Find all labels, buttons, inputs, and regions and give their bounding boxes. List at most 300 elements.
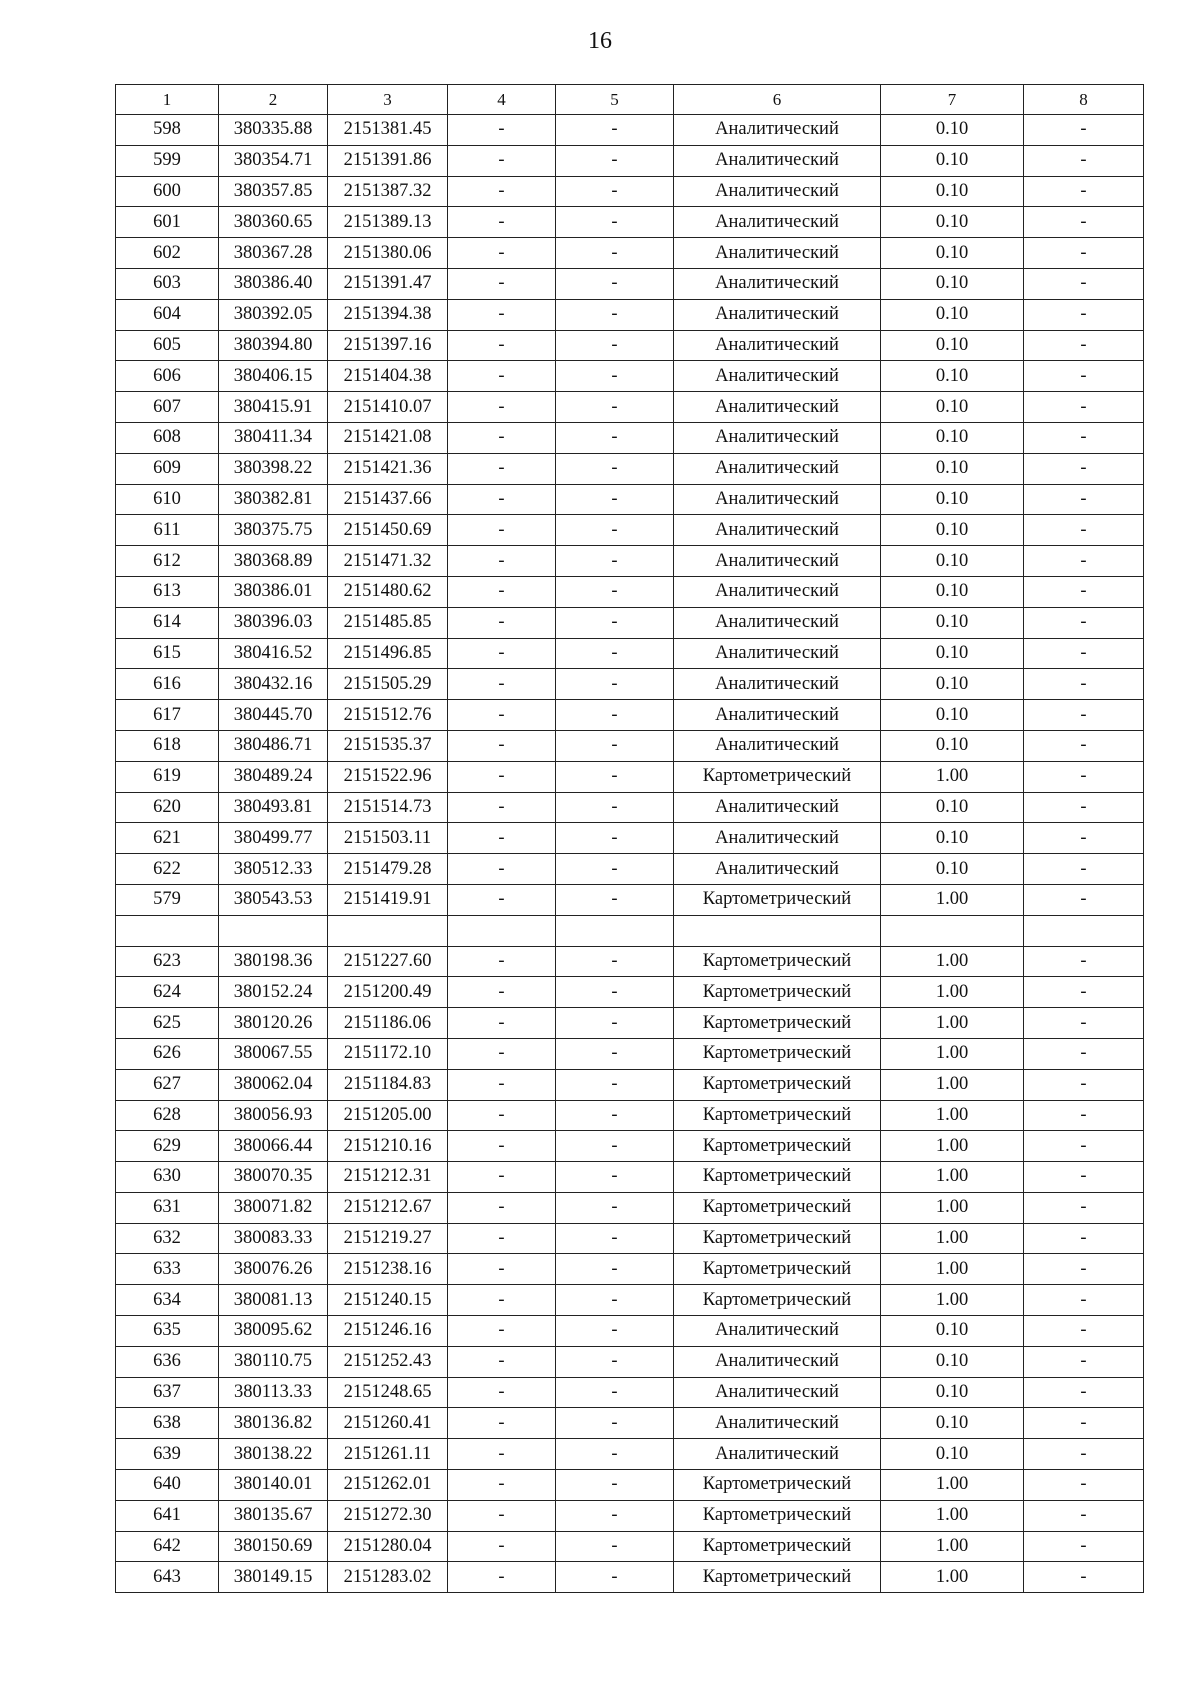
table-cell: 629 — [116, 1131, 219, 1162]
table-cell: - — [448, 392, 556, 423]
table-cell: 380067.55 — [219, 1038, 328, 1069]
table-cell: Аналитический — [674, 268, 881, 299]
table-cell: - — [556, 669, 674, 700]
table-cell: 2151261.11 — [328, 1439, 448, 1470]
table-cell: - — [448, 115, 556, 146]
table-row — [116, 546, 1144, 577]
column-header: 8 — [1024, 85, 1144, 115]
table-row — [116, 638, 1144, 669]
table-cell: 639 — [116, 1439, 219, 1470]
table-cell: Картометрический — [674, 761, 881, 792]
table-row — [116, 1285, 1144, 1316]
table-cell: - — [448, 484, 556, 515]
table-cell: 612 — [116, 546, 219, 577]
table-cell: 2151479.28 — [328, 854, 448, 885]
table-cell: - — [1024, 1562, 1144, 1593]
table-body — [116, 115, 1144, 1593]
table-cell: - — [1024, 515, 1144, 546]
table-cell: - — [1024, 268, 1144, 299]
table-cell: 1.00 — [881, 1192, 1024, 1223]
table-cell: - — [556, 977, 674, 1008]
table-cell: - — [556, 854, 674, 885]
table-cell: 380392.05 — [219, 299, 328, 330]
table-cell: 579 — [116, 884, 219, 915]
table-cell: - — [448, 1531, 556, 1562]
table-cell: Картометрический — [674, 946, 881, 977]
table-cell: 380406.15 — [219, 361, 328, 392]
table-cell: 1.00 — [881, 1100, 1024, 1131]
table-cell: Аналитический — [674, 1346, 881, 1377]
table-cell: - — [1024, 1408, 1144, 1439]
table-row — [116, 700, 1144, 731]
table-cell: 2151389.13 — [328, 207, 448, 238]
table-cell: - — [1024, 1254, 1144, 1285]
table-cell: Аналитический — [674, 1439, 881, 1470]
table-cell: - — [448, 546, 556, 577]
table-cell: - — [1024, 453, 1144, 484]
table-row — [116, 1500, 1144, 1531]
table-cell: 1.00 — [881, 884, 1024, 915]
table-cell: 380398.22 — [219, 453, 328, 484]
table-cell: 380367.28 — [219, 238, 328, 269]
table-cell: Картометрический — [674, 1500, 881, 1531]
table-cell: 1.00 — [881, 1285, 1024, 1316]
table-cell: - — [1024, 299, 1144, 330]
table-cell: 380432.16 — [219, 669, 328, 700]
table-cell: Картометрический — [674, 884, 881, 915]
table-cell: 0.10 — [881, 669, 1024, 700]
table-cell: - — [556, 299, 674, 330]
table-cell: 631 — [116, 1192, 219, 1223]
table-cell: - — [448, 823, 556, 854]
table-cell: 621 — [116, 823, 219, 854]
table-cell: 608 — [116, 422, 219, 453]
table-cell: 1.00 — [881, 1069, 1024, 1100]
table-row — [116, 1162, 1144, 1193]
table-cell: Картометрический — [674, 1162, 881, 1193]
table-cell: - — [1024, 1316, 1144, 1347]
table-cell: - — [1024, 1192, 1144, 1223]
table-cell: 600 — [116, 176, 219, 207]
table-cell: - — [448, 1131, 556, 1162]
table-row — [116, 1531, 1144, 1562]
table-cell: Аналитический — [674, 607, 881, 638]
table-row — [116, 1038, 1144, 1069]
table-cell: 380445.70 — [219, 700, 328, 731]
table-row — [116, 1254, 1144, 1285]
table-row — [116, 576, 1144, 607]
table-cell: - — [1024, 392, 1144, 423]
table-cell: 601 — [116, 207, 219, 238]
table-cell: 599 — [116, 145, 219, 176]
table-cell: 1.00 — [881, 761, 1024, 792]
table-cell: 0.10 — [881, 607, 1024, 638]
table-cell: 380368.89 — [219, 546, 328, 577]
table-cell: 605 — [116, 330, 219, 361]
table-cell: 380416.52 — [219, 638, 328, 669]
table-cell: 2151535.37 — [328, 730, 448, 761]
table-cell: - — [448, 1346, 556, 1377]
table-cell: 380198.36 — [219, 946, 328, 977]
table-cell: Аналитический — [674, 330, 881, 361]
table-cell: 380110.75 — [219, 1346, 328, 1377]
table-cell: - — [1024, 854, 1144, 885]
table-cell: 2151227.60 — [328, 946, 448, 977]
table-cell: - — [1024, 1346, 1144, 1377]
table-cell: 380411.34 — [219, 422, 328, 453]
table-cell: - — [1024, 1038, 1144, 1069]
table-cell: - — [448, 422, 556, 453]
table-cell: 2151391.86 — [328, 145, 448, 176]
table-row — [116, 884, 1144, 915]
table-cell: 630 — [116, 1162, 219, 1193]
table-cell: 0.10 — [881, 115, 1024, 146]
table-cell: 2151283.02 — [328, 1562, 448, 1593]
table-cell: 2151419.91 — [328, 884, 448, 915]
table-cell: - — [556, 1316, 674, 1347]
table-row — [116, 1562, 1144, 1593]
table-row — [116, 238, 1144, 269]
table-row — [116, 176, 1144, 207]
table-cell: 2151238.16 — [328, 1254, 448, 1285]
table-cell: - — [1024, 730, 1144, 761]
table-cell: 620 — [116, 792, 219, 823]
table-cell: 1.00 — [881, 1531, 1024, 1562]
table-cell: 604 — [116, 299, 219, 330]
table-cell: - — [556, 1562, 674, 1593]
table-row — [116, 145, 1144, 176]
table-cell: - — [448, 238, 556, 269]
table-row — [116, 330, 1144, 361]
table-cell: 2151522.96 — [328, 761, 448, 792]
table-cell: Картометрический — [674, 1131, 881, 1162]
table-cell: 1.00 — [881, 1008, 1024, 1039]
table-cell: 606 — [116, 361, 219, 392]
table-cell: - — [1024, 977, 1144, 1008]
table-cell: 380138.22 — [219, 1439, 328, 1470]
table-cell: 0.10 — [881, 268, 1024, 299]
table-row — [116, 361, 1144, 392]
table-cell: 1.00 — [881, 1254, 1024, 1285]
table-cell: 2151186.06 — [328, 1008, 448, 1039]
table-cell: - — [1024, 946, 1144, 977]
table-cell: - — [448, 145, 556, 176]
table-cell: 0.10 — [881, 1316, 1024, 1347]
table-cell: 2151512.76 — [328, 700, 448, 731]
table-cell: 0.10 — [881, 299, 1024, 330]
table-cell: Аналитический — [674, 1377, 881, 1408]
table-cell: Картометрический — [674, 1008, 881, 1039]
table-cell: - — [1024, 1100, 1144, 1131]
table-cell: - — [448, 453, 556, 484]
table-cell: - — [448, 884, 556, 915]
table-cell: 2151437.66 — [328, 484, 448, 515]
table-cell: 380386.01 — [219, 576, 328, 607]
table-cell: 2151394.38 — [328, 299, 448, 330]
table-cell: - — [448, 1470, 556, 1501]
table-cell: - — [556, 207, 674, 238]
table-cell: Аналитический — [674, 700, 881, 731]
table-cell: 2151496.85 — [328, 638, 448, 669]
table-cell: - — [1024, 1285, 1144, 1316]
table-cell: - — [556, 1531, 674, 1562]
table-row — [116, 792, 1144, 823]
table-cell: 380066.44 — [219, 1131, 328, 1162]
table-cell: 380499.77 — [219, 823, 328, 854]
table-cell: - — [1024, 1223, 1144, 1254]
table-cell — [219, 915, 328, 946]
table-cell: 0.10 — [881, 546, 1024, 577]
table-cell: 2151421.08 — [328, 422, 448, 453]
table-cell: 619 — [116, 761, 219, 792]
table-cell: 0.10 — [881, 1377, 1024, 1408]
table-cell: - — [1024, 207, 1144, 238]
table-cell: - — [556, 1008, 674, 1039]
table-cell: 2151380.06 — [328, 238, 448, 269]
table-cell: 0.10 — [881, 1346, 1024, 1377]
table-row — [116, 392, 1144, 423]
table-cell: - — [1024, 1162, 1144, 1193]
table-row — [116, 946, 1144, 977]
table-cell: 637 — [116, 1377, 219, 1408]
table-cell: 1.00 — [881, 946, 1024, 977]
table-cell: 623 — [116, 946, 219, 977]
table-row — [116, 1192, 1144, 1223]
table-cell: 638 — [116, 1408, 219, 1439]
table-cell: 2151280.04 — [328, 1531, 448, 1562]
table-cell: 615 — [116, 638, 219, 669]
table-cell: 1.00 — [881, 1500, 1024, 1531]
table-cell: 380113.33 — [219, 1377, 328, 1408]
table-cell: - — [556, 1439, 674, 1470]
table-cell: 2151450.69 — [328, 515, 448, 546]
table-cell: 0.10 — [881, 792, 1024, 823]
table-row — [116, 453, 1144, 484]
table-cell: Картометрический — [674, 1285, 881, 1316]
table-cell: 380062.04 — [219, 1069, 328, 1100]
table-cell: 380071.82 — [219, 1192, 328, 1223]
table-cell: 613 — [116, 576, 219, 607]
table-cell: 380394.80 — [219, 330, 328, 361]
table-cell: - — [1024, 1008, 1144, 1039]
table-cell — [556, 915, 674, 946]
table-cell: - — [556, 176, 674, 207]
table-cell: 380135.67 — [219, 1500, 328, 1531]
table-cell: 2151205.00 — [328, 1100, 448, 1131]
table-cell: 1.00 — [881, 1470, 1024, 1501]
table-cell: Аналитический — [674, 115, 881, 146]
table-cell: - — [556, 268, 674, 299]
table-row — [116, 484, 1144, 515]
table-cell: - — [556, 453, 674, 484]
table-cell: - — [1024, 823, 1144, 854]
table-cell: 2151252.43 — [328, 1346, 448, 1377]
table-cell: - — [448, 1162, 556, 1193]
table-row — [116, 761, 1144, 792]
table-cell: - — [448, 1285, 556, 1316]
table-cell: - — [448, 1100, 556, 1131]
table-cell: - — [556, 546, 674, 577]
table-cell: Картометрический — [674, 1562, 881, 1593]
table-row — [116, 268, 1144, 299]
table-cell: 617 — [116, 700, 219, 731]
table-cell — [674, 915, 881, 946]
table-cell: - — [1024, 792, 1144, 823]
column-header: 5 — [556, 85, 674, 115]
table-cell: - — [556, 761, 674, 792]
table-cell: 2151210.16 — [328, 1131, 448, 1162]
table-cell: 627 — [116, 1069, 219, 1100]
table-cell: - — [448, 1192, 556, 1223]
table-cell: - — [556, 361, 674, 392]
table-cell: - — [448, 1223, 556, 1254]
table-cell: 380136.82 — [219, 1408, 328, 1439]
table-cell: - — [448, 607, 556, 638]
table-cell: - — [1024, 884, 1144, 915]
table-cell: 380486.71 — [219, 730, 328, 761]
table-cell: - — [556, 1100, 674, 1131]
table-cell: 640 — [116, 1470, 219, 1501]
table-cell: 610 — [116, 484, 219, 515]
table-cell: 380354.71 — [219, 145, 328, 176]
table-cell: 0.10 — [881, 700, 1024, 731]
table-cell: 0.10 — [881, 330, 1024, 361]
table-cell: 2151421.36 — [328, 453, 448, 484]
table-cell: - — [556, 792, 674, 823]
table-cell: - — [556, 607, 674, 638]
table-cell: - — [448, 1562, 556, 1593]
table-cell: 380095.62 — [219, 1316, 328, 1347]
table-row — [116, 823, 1144, 854]
table-row — [116, 1377, 1144, 1408]
table-cell: 1.00 — [881, 1162, 1024, 1193]
table-cell: Картометрический — [674, 1192, 881, 1223]
table-cell: 380396.03 — [219, 607, 328, 638]
table-cell: 0.10 — [881, 484, 1024, 515]
table-cell: Аналитический — [674, 176, 881, 207]
table-cell: - — [556, 576, 674, 607]
table-cell: - — [448, 207, 556, 238]
table-cell: - — [448, 576, 556, 607]
table-cell: 2151260.41 — [328, 1408, 448, 1439]
table-cell: 628 — [116, 1100, 219, 1131]
table-cell: 611 — [116, 515, 219, 546]
table-cell: 2151387.32 — [328, 176, 448, 207]
table-cell: - — [448, 1408, 556, 1439]
table-cell: 0.10 — [881, 207, 1024, 238]
table-cell: - — [556, 1038, 674, 1069]
table-row — [116, 422, 1144, 453]
table-row — [116, 1470, 1144, 1501]
table-cell: - — [556, 238, 674, 269]
table-cell: Аналитический — [674, 1408, 881, 1439]
table-cell: - — [448, 1439, 556, 1470]
table-cell: 1.00 — [881, 977, 1024, 1008]
column-header: 7 — [881, 85, 1024, 115]
table-cell: - — [1024, 361, 1144, 392]
column-header: 4 — [448, 85, 556, 115]
table-cell: - — [448, 638, 556, 669]
table-cell: - — [556, 730, 674, 761]
table-cell: 380070.35 — [219, 1162, 328, 1193]
table-cell: Аналитический — [674, 1316, 881, 1347]
table-cell: 641 — [116, 1500, 219, 1531]
table-cell: - — [448, 854, 556, 885]
table-cell: - — [1024, 238, 1144, 269]
table-cell: 2151505.29 — [328, 669, 448, 700]
table-row — [116, 1100, 1144, 1131]
table-cell: 0.10 — [881, 576, 1024, 607]
table-cell: 2151212.31 — [328, 1162, 448, 1193]
table-cell: 622 — [116, 854, 219, 885]
table-cell: - — [556, 422, 674, 453]
table-cell: 380335.88 — [219, 115, 328, 146]
table-cell: - — [448, 330, 556, 361]
table-cell: 2151272.30 — [328, 1500, 448, 1531]
table-cell: 380386.40 — [219, 268, 328, 299]
table-cell: - — [1024, 576, 1144, 607]
table-cell: Картометрический — [674, 1223, 881, 1254]
table-cell: - — [448, 361, 556, 392]
table-cell: 2151514.73 — [328, 792, 448, 823]
table-cell: - — [556, 115, 674, 146]
table-cell — [328, 915, 448, 946]
table-cell: 380140.01 — [219, 1470, 328, 1501]
table-cell: - — [556, 515, 674, 546]
table-cell: 0.10 — [881, 730, 1024, 761]
table-cell: - — [1024, 638, 1144, 669]
table-cell: Аналитический — [674, 453, 881, 484]
table-cell: 380375.75 — [219, 515, 328, 546]
table-cell: - — [448, 792, 556, 823]
coordinates-table — [115, 84, 1144, 1593]
table-cell: Аналитический — [674, 669, 881, 700]
table-cell: Картометрический — [674, 1100, 881, 1131]
table-cell: 380152.24 — [219, 977, 328, 1008]
table-cell: Картометрический — [674, 1470, 881, 1501]
table-cell: - — [556, 1377, 674, 1408]
table-cell: - — [1024, 176, 1144, 207]
table-cell: - — [448, 1316, 556, 1347]
table-cell: - — [1024, 1131, 1144, 1162]
table-cell: 380081.13 — [219, 1285, 328, 1316]
table-row — [116, 669, 1144, 700]
table-cell: - — [448, 700, 556, 731]
table-cell: - — [556, 1131, 674, 1162]
table-cell: 0.10 — [881, 176, 1024, 207]
table-cell: 2151200.49 — [328, 977, 448, 1008]
table-cell: - — [1024, 145, 1144, 176]
table-cell: 380056.93 — [219, 1100, 328, 1131]
table-cell: 2151391.47 — [328, 268, 448, 299]
table-cell: 2151246.16 — [328, 1316, 448, 1347]
table-cell: Картометрический — [674, 1069, 881, 1100]
table-cell: - — [1024, 1439, 1144, 1470]
table-cell: - — [556, 1285, 674, 1316]
table-cell: - — [448, 669, 556, 700]
table-cell: 0.10 — [881, 392, 1024, 423]
table-cell: 2151240.15 — [328, 1285, 448, 1316]
column-header: 3 — [328, 85, 448, 115]
table-cell: - — [1024, 422, 1144, 453]
table-cell: 380360.65 — [219, 207, 328, 238]
table-cell: - — [448, 730, 556, 761]
table-cell: 0.10 — [881, 823, 1024, 854]
table-cell: - — [556, 330, 674, 361]
table-cell: 380415.91 — [219, 392, 328, 423]
table-row — [116, 1408, 1144, 1439]
table-cell: Аналитический — [674, 361, 881, 392]
